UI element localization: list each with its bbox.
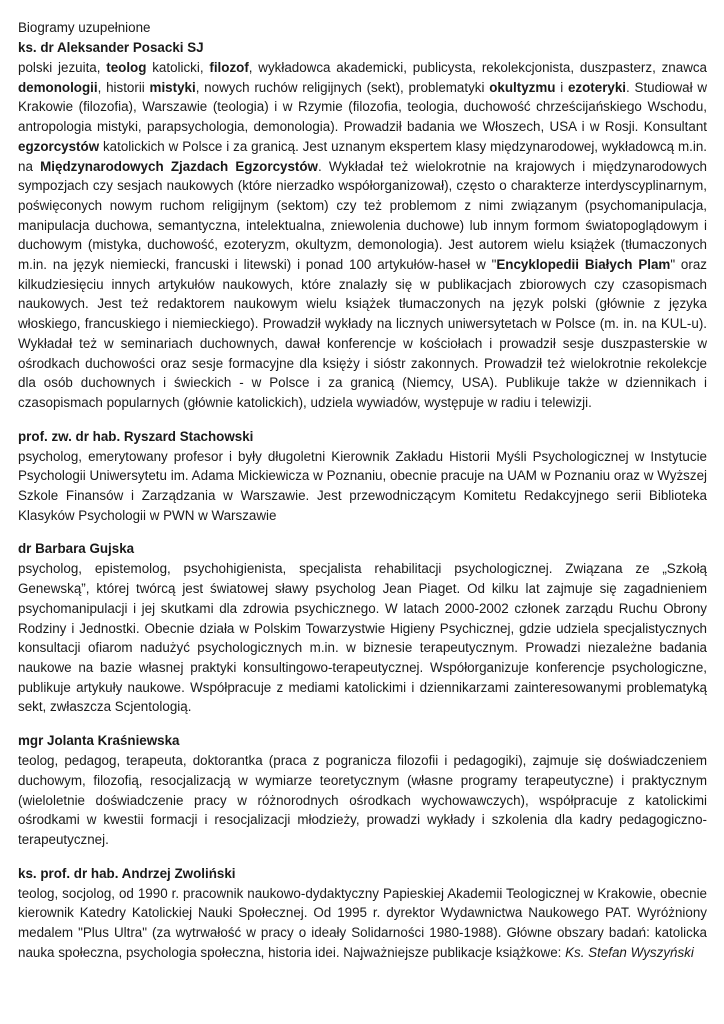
- text-run: psycholog, emerytowany profesor i były długoletni Kierownik Zakładu Historii Myśli Psychologicznej w Instytucie Psychologii Uniwersytetu im. Adama Mickiewicza w Poznaniu, obecnie pracuje na UAM w Poznaniu oraz w Wyższej Szkole Finansów i Zarządzania w Warszawie. Jest przewodniczącym Komitetu Redakcyjnego serii Biblioteka Klasyków Psychologii w PWN w Warszawie: [18, 448, 707, 523]
- biography-entry: [18, 864, 707, 963]
- text-run: , historii: [97, 79, 150, 95]
- bold-term: Encyklopedii Białych Plam: [496, 257, 671, 273]
- biography-name: ks. dr Aleksander Posacki SJ: [18, 40, 204, 55]
- text-run: teolog, socjolog, od 1990 r. pracownik naukowo-dydaktyczny Papieskiej Akademii Teologicznej w Krakowie, obecnie kierownik Katedry Katolickiej Nauki Społecznej. Od 1995 r. dyrektor Wydawnictwa Naukowego PAT. Wyróżniony medalem "Plus Ultra" (za wytrwałość w pracy o ideały Solidarności 1980-1988). Główne obszary badań: katolicka nauka społeczna, psychologia społeczna, historia idei. Najważniejsze publikacje książkowe:: [18, 885, 707, 960]
- bold-term: teolog: [106, 60, 147, 75]
- text-run: polski jezuita,: [18, 60, 107, 75]
- text-run: . Studiował w Krakowie (filozofia), Warszawie (teologia) i w Rzymie (filozofia, teologia, duchowość chrześcijańskiego Wschodu, antropologia mistyki, parapsychologia, demonologia). Prowadził badania we Włoszech, USA i w Rosji. Konsultant: [18, 79, 708, 135]
- biography-text: [18, 559, 707, 717]
- biography-name: dr Barbara Gujska: [18, 541, 135, 557]
- bold-term: Międzynarodowych Zjazdach Egzorcystów: [40, 158, 318, 174]
- text-run: teolog, pedagog, terapeuta, doktorantka (praca z pogranicza filozofii i pedagogiki), zajmuje się doświadczeniem duchowym, filozofią, resocjalizacją w wymiarze teoretycznym (własne programy terapeutyczne) i praktycznym (wieloletnie doświadczenie pracy w różnorodnych ośrodkach wychowawczych), współpracuje z katolickimi ośrodkami w kwestii formacji i resocjalizacji młodzieży, prowadzi wykłady i szkolenia dla kadry pedagogiczno-terapeutycznej.: [18, 753, 707, 847]
- text-run: katolicki,: [146, 60, 210, 75]
- biography-entry: [18, 427, 707, 526]
- text-run: psycholog, epistemolog, psychohigienista, specjalista rehabilitacji psychologicznej. Związana ze „Szkołą Genewską”, której twórcą jest światowej sławy psycholog Jean Piaget. Od kilku lat zajmuje się zagadnieniem psychomanipulacji i jej skutkami dla zdrowia psychicznego. W latach 2000-2002 członek zarządu Ruchu Obrony Rodziny i Jednostki. Obecnie działa w Polskim Towarzystwie Higieny Psychicznej, gdzie udziela specjalistycznych konsultacji ofiarom nadużyć psychologicznych m.in. w biznesie terapeutycznym. Prowadzi niezależne badania naukowe na bazie własnej praktyki konsultingowo-terapeutycznej. Współorganizuje konferencje psychologiczne, publikuje artykuły naukowe. Współpracuje z mediami katolickimi i dziennikarzami zainteresowanymi problematyką sekt, zwłaszcza Scjentologią.: [18, 561, 707, 715]
- text-run: katolickich w Polsce i za granicą. Jest uznanym ekspertem klasy międzynarodowej, wykładowcą m.in. na: [18, 138, 707, 174]
- italic-title: Ks. Stefan Wyszyński: [565, 944, 694, 960]
- bold-term: ezoteryki: [567, 79, 627, 95]
- bold-term: okultyzmu: [489, 79, 556, 95]
- text-run: i: [555, 79, 568, 95]
- text-run: " oraz kilkudziesięciu innych artykułów naukowych, które znalazły się w publikacjach zbiorowych czy czasopismach naukowych. Jest też redaktorem naukowym wielu książek tłumaczonych na język polski (głównie z języka włoskiego, francuskiego i niemieckiego). Prowadził wykłady na licznych uniwersytetach w Polsce (m. in. na KUL-u). Wykładał też w seminariach duchownych, dawał konferencje w kościołach i prowadził sesje duszpasterskie w ośrodkach duchowości oraz sesje formacyjne dla księży i sióstr zakonnych. Prowadził też wielokrotnie rekolekcje dla osób duchownych i świeckich - w Polsce i za granicą (Niemcy, USA). Publikuje także w dziennikach i czasopismach popularnych (głównie katolickich), udziela wywiadów, występuje w radiu i telewizji.: [18, 257, 707, 410]
- text-run: , nowych ruchów religijnych (sekt), problematyki: [195, 79, 490, 95]
- biography-list: [18, 38, 707, 962]
- document-title: Biogramy uzupełnione: [18, 20, 151, 35]
- biography-name: prof. zw. dr hab. Ryszard Stachowski: [18, 428, 254, 444]
- text-run: , wykładowca akademicki, publicysta, rekolekcjonista, duszpasterz, znawca: [248, 60, 708, 75]
- biography-entry: [18, 38, 707, 413]
- bold-term: demonologii: [18, 79, 98, 95]
- bold-term: egzorcystów: [18, 138, 100, 154]
- biography-text: [18, 884, 707, 963]
- bold-term: filozof: [209, 60, 249, 75]
- text-run: . Wykładał też wielokrotnie na krajowych i międzynarodowych sympozjach czy sesjach naukowych (które nierzadko współorganizował), często o charakterze interdyscyplinarnym, poświęconych nowym ruchom religijnym (sektom) czy też problemom z nimi związanym (psychomanipulacja, manipulacja duchowa, semantyczna, intelektualna, zniewolenia duchowe) lub innym formom światopoglądowym i duchowym (mistyka, duchowość, ezoteryzm, okultyzm, demonologia). Jest autorem wielu książek (tłumaczonych m.in. na język niemiecki, francuski i litewski) i ponad 100 artykułów-haseł w ": [18, 158, 708, 273]
- biography-text: [18, 58, 707, 413]
- biography-name: mgr Jolanta Kraśniewska: [18, 733, 180, 749]
- biography-name: ks. prof. dr hab. Andrzej Zwoliński: [18, 865, 236, 881]
- biography-text: [18, 751, 707, 850]
- biography-text: [18, 447, 707, 526]
- biography-entry: [18, 731, 707, 850]
- biography-entry: [18, 539, 707, 717]
- bold-term: mistyki: [149, 79, 196, 95]
